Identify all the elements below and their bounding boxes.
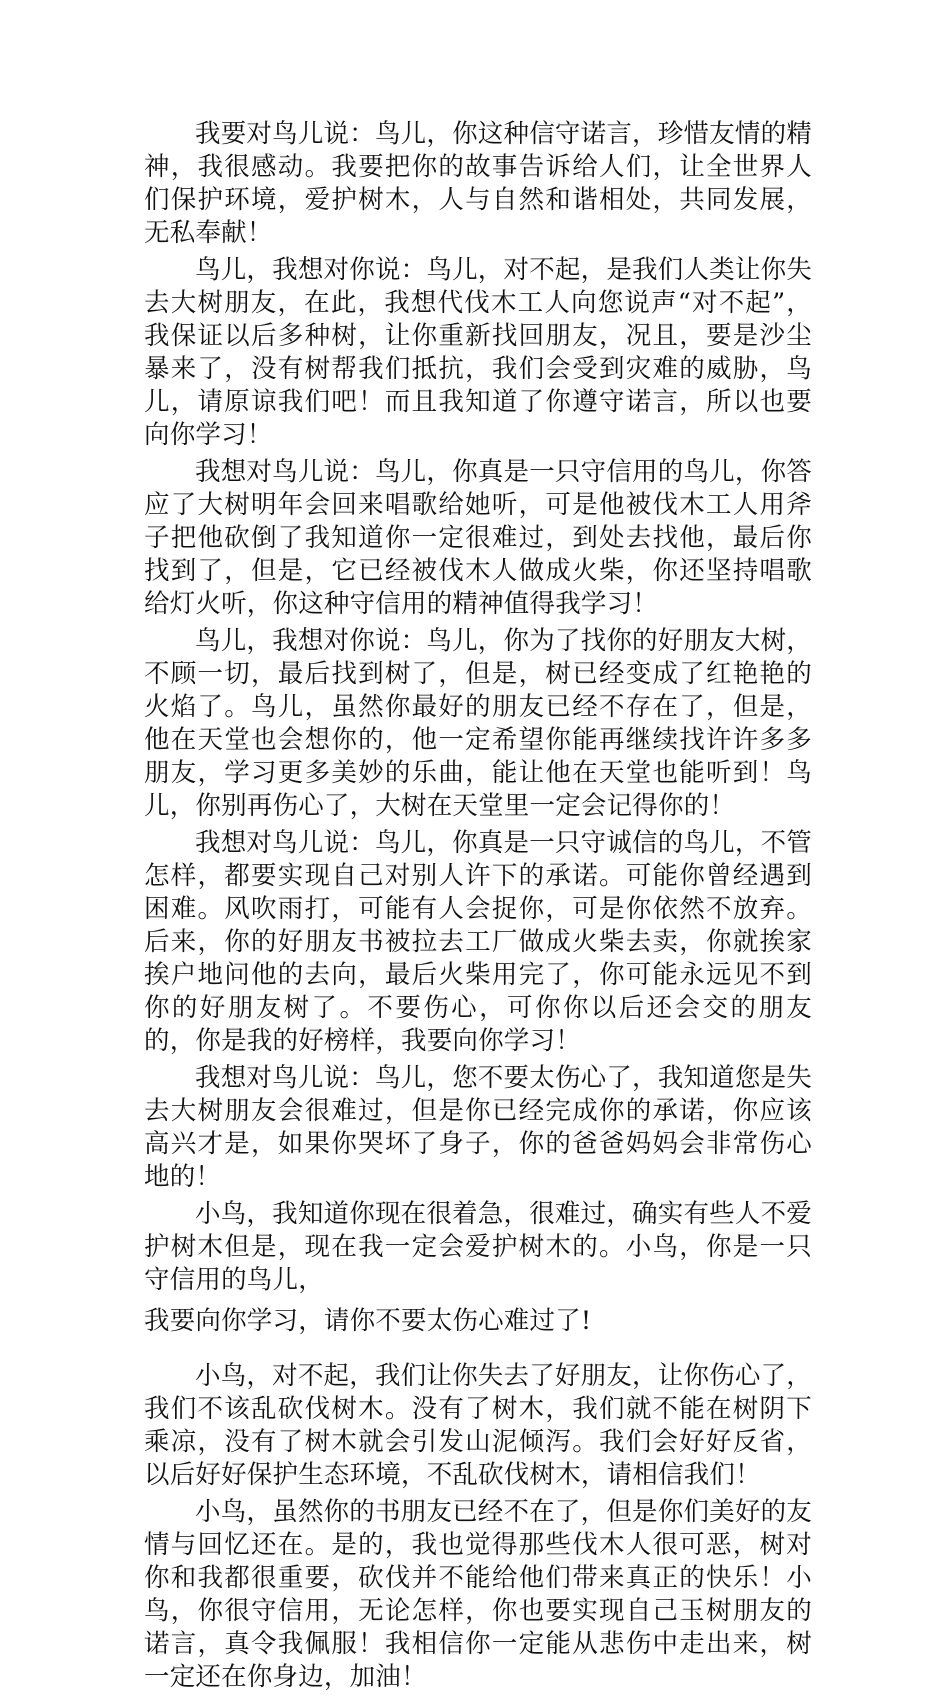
paragraph-4: 鸟儿，我想对你说：鸟儿，你为了找你的好朋友大树，不顾一切，最后找到树了，但是，树已经变成了红艳艳的火焰了。鸟儿，虽然你最好的朋友已经不存在了，但是，他在天堂也会想你的，他一定希望你能再继续找许许多多朋友，学习更多美妙的乐曲，能让他在天堂也能听到！鸟儿，你别再伤心了，大树在天堂里一定会记得你的！ — [144, 626, 812, 821]
paragraph-6: 我想对鸟儿说：鸟儿，您不要太伤心了，我知道您是失去大树朋友会很难过，但是你已经完成你的承诺，你应该高兴才是，如果你哭坏了身子，你的爸爸妈妈会非常伤心地的！ — [144, 1063, 812, 1192]
document-body — [144, 118, 812, 1698]
paragraph-5: 我想对鸟儿说：鸟儿，你真是一只守诚信的鸟儿，不管怎样，都要实现自己对别人许下的承诺。可能你曾经遇到困难。风吹雨打，可能有人会捉你，可是你依然不放弃。后来，你的好朋友书被拉去工厂做成火柴去卖，你就挨家挨户地问他的去向，最后火柴用完了，你可能永远见不到你的好朋友树了。不要伤心，可你你以后还会交的朋友的，你是我的好榜样，我要向你学习！ — [144, 828, 812, 1056]
paragraph-2: 鸟儿，我想对你说：鸟儿，对不起，是我们人类让你失去大树朋友，在此，我想代伐木工人向您说声“对不起”，我保证以后多种树，让你重新找回朋友，况且，要是沙尘暴来了，没有树帮我们抵抗，我们会受到灾难的威胁，鸟儿，请原谅我们吧！而且我知道了你遵守诺言，所以也要向你学习！ — [144, 255, 812, 450]
paragraph-7-continuation: 我要向你学习，请你不要太伤心难过了! — [144, 1306, 592, 1336]
paragraph-8: 小鸟，对不起，我们让你失去了好朋友，让你伤心了，我们不该乱砍伐树木。没有了树木，我们就不能在树阴下乘凉，没有了树木就会引发山泥倾泻。我们会好好反省，以后好好保护生态环境，不乱砍伐树木，请相信我们！ — [144, 1361, 812, 1490]
paragraph-9: 小鸟，虽然你的书朋友已经不在了，但是你们美好的友情与回忆还在。是的，我也觉得那些伐木人很可恶，树对你和我都很重要，砍伐并不能给他们带来真正的快乐！小鸟，你很守信用，无论怎样，你也要实现自己玉树朋友的诺言，真令我佩服！我相信你一定能从悲伤中走出来，树一定还在你身边，加油！ — [144, 1497, 812, 1692]
paragraph-3: 我想对鸟儿说：鸟儿，你真是一只守信用的鸟儿，你答应了大树明年会回来唱歌给她听，可是他被伐木工人用斧子把他砍倒了我知道你一定很难过，到处去找他，最后你找到了，但是，它已经被伐木人做成火柴，你还坚持唱歌给灯火听，你这种守信用的精神值得我学习！ — [144, 457, 812, 619]
paragraph-1: 我要对鸟儿说：鸟儿，你这种信守诺言，珍惜友情的精神，我很感动。我要把你的故事告诉给人们，让全世界人们保护环境，爱护树木，人与自然和谐相处，共同发展，无私奉献！ — [144, 119, 812, 248]
paragraph-7: 小鸟，我知道你现在很着急，很难过，确实有些人不爱护树木但是，现在我一定会爱护树木的。小鸟，你是一只守信用的鸟儿， — [144, 1199, 812, 1295]
